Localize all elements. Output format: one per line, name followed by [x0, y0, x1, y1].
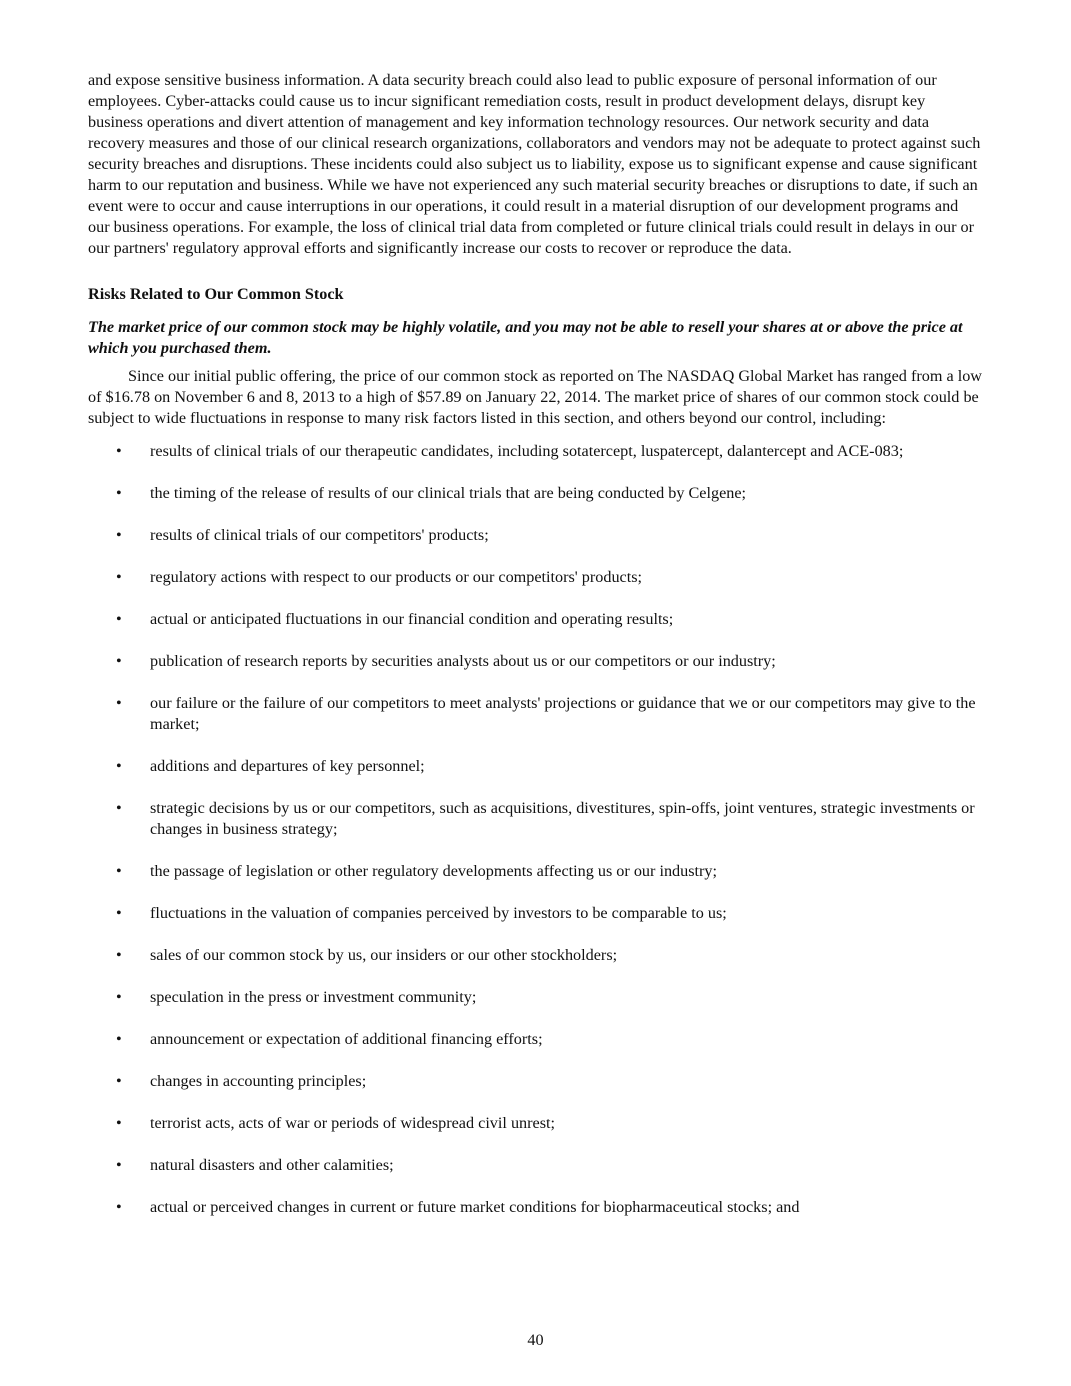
- list-item: [88, 903, 983, 924]
- body-paragraph: Since our initial public offering, the price of our common stock as reported on The NASDAQ Global Market has ranged from a low of $16.78 on November 6 and 8, 2013 to a high of $57.89 on January 22, 2014. The market price of shares of our common stock could be subject to wide fluctuations in response to many risk factors listed in this section, and others beyond our control, including:: [88, 367, 982, 427]
- list-item: [88, 861, 983, 882]
- list-item-text: sales of our common stock by us, our insiders or our other stockholders;: [150, 946, 618, 964]
- list-item: [88, 651, 983, 672]
- bullet-icon: •: [116, 442, 122, 460]
- list-item: [88, 1029, 983, 1050]
- list-item-text: the passage of legislation or other regulatory developments affecting us or our industry;: [150, 862, 718, 880]
- bullet-icon: •: [116, 484, 122, 502]
- list-item: [88, 441, 983, 462]
- list-item-text: speculation in the press or investment community;: [150, 988, 477, 1006]
- list-item-text: announcement or expectation of additional financing efforts;: [150, 1030, 543, 1048]
- list-item-text: changes in accounting principles;: [150, 1072, 367, 1090]
- bullet-icon: •: [116, 757, 122, 775]
- bullet-icon: •: [116, 988, 122, 1006]
- list-item: [88, 567, 983, 588]
- bullet-icon: •: [116, 694, 122, 712]
- list-item-text: the timing of the release of results of our clinical trials that are being conducted by Celgene;: [150, 484, 747, 502]
- list-item: [88, 1197, 983, 1218]
- list-item: [88, 1071, 983, 1092]
- bullet-icon: •: [116, 1156, 122, 1174]
- bullet-icon: •: [116, 1114, 122, 1132]
- bullet-icon: •: [116, 1030, 122, 1048]
- list-item: [88, 756, 983, 777]
- list-item: [88, 987, 983, 1008]
- list-item: [88, 1155, 983, 1176]
- list-item-text: actual or anticipated fluctuations in our financial condition and operating results;: [150, 610, 674, 628]
- document-page: [88, 70, 983, 1239]
- list-item-text: publication of research reports by securities analysts about us or our competitors or our industry;: [150, 652, 776, 670]
- list-item-text: fluctuations in the valuation of companies perceived by investors to be comparable to us;: [150, 904, 727, 922]
- list-item: [88, 609, 983, 630]
- list-item-text: strategic decisions by us or our competitors, such as acquisitions, divestitures, spin-offs, joint ventures, strategic investments or changes in business strategy;: [150, 799, 975, 838]
- bullet-icon: •: [116, 946, 122, 964]
- bullet-icon: •: [116, 862, 122, 880]
- list-item: [88, 693, 983, 735]
- bullet-icon: •: [116, 568, 122, 586]
- bullet-icon: •: [116, 904, 122, 922]
- bullet-icon: •: [116, 1072, 122, 1090]
- list-item-text: natural disasters and other calamities;: [150, 1156, 394, 1174]
- list-item: [88, 483, 983, 504]
- section-heading: Risks Related to Our Common Stock: [88, 285, 344, 303]
- intro-paragraph: and expose sensitive business information. A data security breach could also lead to public exposure of personal information of our employees. Cyber-attacks could cause us to incur significant remediation costs, result in product development delays, disrupt key business operations and divert attention of management and key information technology resources. Our network security and data recovery measures and those of our clinical research organizations, collaborators and vendors may not be adequate to protect against such security breaches and disruptions. These incidents could also subject us to liability, expose us to significant expense and cause significant harm to our reputation and business. While we have not experienced any such material security breaches or disruptions to date, if such an event were to occur and cause interruptions in our operations, it could result in a material disruption of our development programs and our business operations. For example, the loss of clinical trial data from completed or future clinical trials could result in delays in our or our partners' regulatory approval efforts and significantly increase our costs to recover or reproduce the data.: [88, 71, 981, 257]
- list-item-text: additions and departures of key personnel;: [150, 757, 425, 775]
- page-number: 40: [527, 1331, 544, 1349]
- bullet-icon: •: [116, 610, 122, 628]
- list-item: [88, 1113, 983, 1134]
- list-item-text: results of clinical trials of our competitors' products;: [150, 526, 489, 544]
- list-item: [88, 525, 983, 546]
- risk-heading: The market price of our common stock may be highly volatile, and you may not be able to resell your shares at or above the price at which you purchased them.: [88, 318, 963, 357]
- list-item-text: regulatory actions with respect to our products or our competitors' products;: [150, 568, 643, 586]
- bullet-icon: •: [116, 526, 122, 544]
- list-item-text: terrorist acts, acts of war or periods of widespread civil unrest;: [150, 1114, 556, 1132]
- list-item: [88, 798, 983, 840]
- list-item-text: our failure or the failure of our competitors to meet analysts' projections or guidance that we or our competitors may give to the market;: [150, 694, 976, 733]
- list-item-text: actual or perceived changes in current or future market conditions for biopharmaceutical stocks; and: [150, 1198, 800, 1216]
- bullet-icon: •: [116, 799, 122, 817]
- bullet-icon: •: [116, 652, 122, 670]
- list-item-text: results of clinical trials of our therapeutic candidates, including sotatercept, luspatercept, dalantercept and ACE-083;: [150, 442, 904, 460]
- bullet-icon: •: [116, 1198, 122, 1216]
- list-item: [88, 945, 983, 966]
- risk-factor-list: [88, 441, 983, 1218]
